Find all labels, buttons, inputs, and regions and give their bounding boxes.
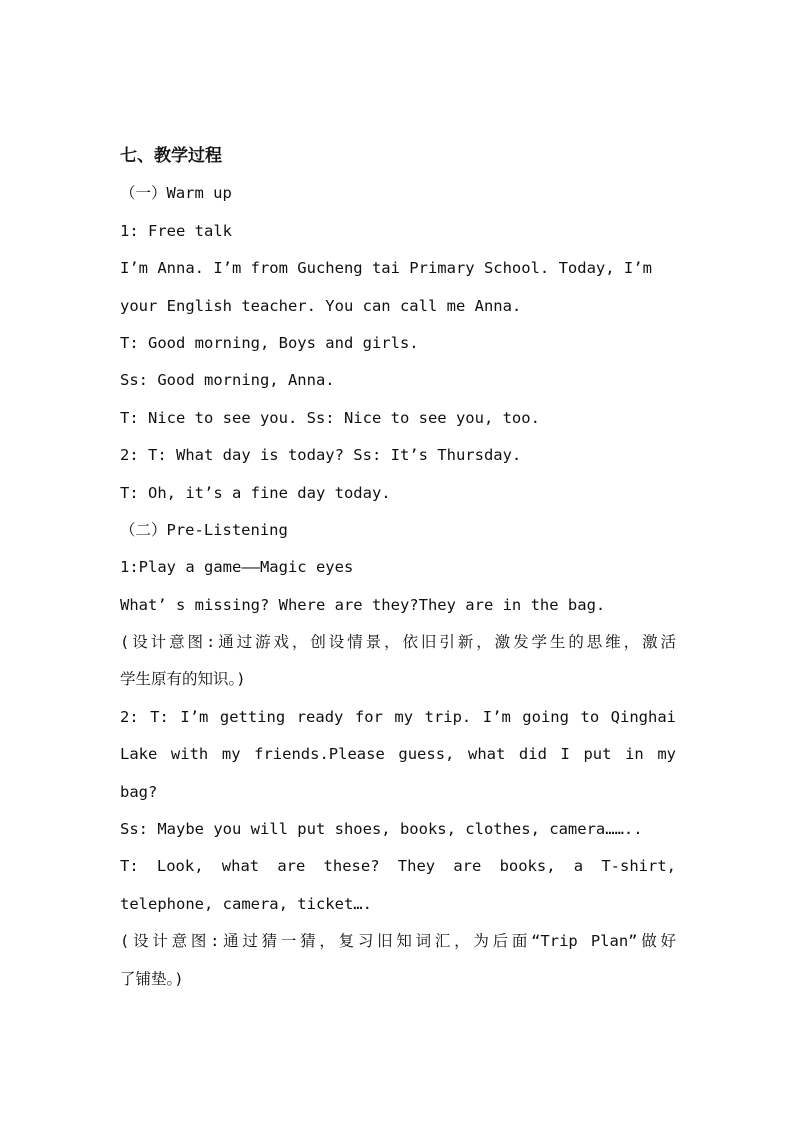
section-heading: 七、教学过程 <box>120 146 222 166</box>
text-line: 1: Free talk <box>120 221 232 240</box>
text-line: T: Look, what are these? They are books, a T-shirt, <box>120 857 676 876</box>
text-line: Ss: Good morning, Anna. <box>120 371 335 390</box>
text-line: your English teacher. You can call me Anna. <box>120 296 522 315</box>
text-line: (设计意图:通过猜一猜，复习旧知词汇，为后面“Trip Plan”做好 <box>120 932 676 951</box>
text-line: 学生原有的知识。) <box>120 670 246 689</box>
text-line: (设计意图:通过游戏，创设情景，依旧引新，激发学生的思维，激活 <box>120 633 676 652</box>
text-line: Lake with my friends.Please guess, what did I put in my <box>120 745 676 764</box>
document-body <box>120 138 676 998</box>
text-line: T: Nice to see you. Ss: Nice to see you, too. <box>120 408 540 427</box>
text-line: T: Good morning, Boys and girls. <box>120 333 419 352</box>
text-line: （二）Pre-Listening <box>120 520 288 539</box>
text-line: I’m Anna. I’m from Gucheng tai Primary School. Today, I’m <box>120 259 652 278</box>
text-line: 1:Play a game——Magic eyes <box>120 558 354 577</box>
text-line: 了铺垫。) <box>120 969 184 988</box>
text-line: 2: T: I’m getting ready for my trip. I’m going to Qinghai <box>120 707 676 726</box>
text-line: Ss: Maybe you will put shoes, books, clothes, camera…….. <box>120 820 643 839</box>
text-line: What’ s missing? Where are they?They are in the bag. <box>120 595 606 614</box>
text-line: 2: T: What day is today? Ss: It’s Thursday. <box>120 446 522 465</box>
text-line: T: Oh, it’s a fine day today. <box>120 483 391 502</box>
text-line: telephone, camera, ticket…. <box>120 894 372 913</box>
text-line: （一）Warm up <box>120 184 232 203</box>
text-line: bag? <box>120 782 158 801</box>
